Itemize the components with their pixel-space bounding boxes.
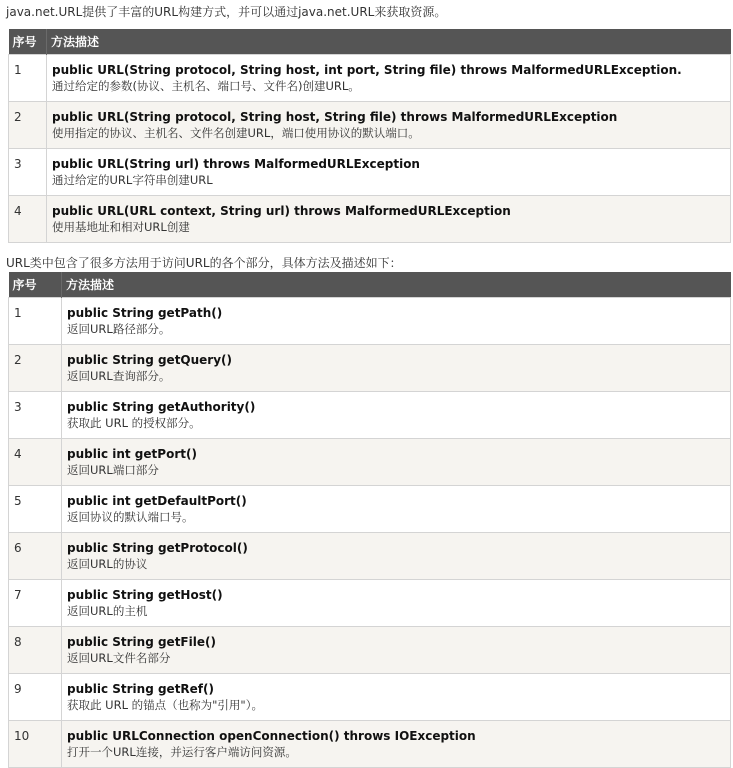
header-description: 方法描述 xyxy=(62,272,731,298)
method-signature: public String getAuthority() xyxy=(67,400,256,414)
methods-intro-text: URL类中包含了很多方法用于访问URL的各个部分，具体方法及描述如下： xyxy=(6,256,402,270)
row-description xyxy=(47,102,731,149)
constructor-table xyxy=(8,29,731,243)
method-signature: public URL(String protocol, String host, int port, String file) throws MalformedURLException. xyxy=(52,63,682,77)
method-description: 返回URL查询部分。 xyxy=(67,369,171,383)
row-description xyxy=(62,533,731,580)
method-signature: public URL(String protocol, String host, String file) throws MalformedURLException xyxy=(52,110,618,124)
row-index: 10 xyxy=(9,721,62,768)
table-header-row xyxy=(9,272,731,298)
method-description: 使用基地址和相对URL创建 xyxy=(52,220,190,234)
row-description xyxy=(47,149,731,196)
intro-text: java.net.URL提供了丰富的URL构建方式，并可以通过java.net.URL来获取资源。 xyxy=(6,5,447,19)
table-row xyxy=(9,298,731,345)
method-description: 通过给定的参数(协议、主机名、端口号、文件名)创建URL。 xyxy=(52,79,360,93)
row-index: 9 xyxy=(9,674,62,721)
row-index: 4 xyxy=(9,196,47,243)
method-description: 获取此 URL 的锚点（也称为"引用"）。 xyxy=(67,698,263,712)
method-description: 打开一个URL连接，并运行客户端访问资源。 xyxy=(67,745,297,759)
method-signature: public String getFile() xyxy=(67,635,216,649)
table-row xyxy=(9,55,731,102)
table-row xyxy=(9,392,731,439)
row-index: 4 xyxy=(9,439,62,486)
row-index: 2 xyxy=(9,345,62,392)
row-description xyxy=(62,627,731,674)
method-signature: public String getPath() xyxy=(67,306,223,320)
row-index: 3 xyxy=(9,392,62,439)
method-description: 返回URL的主机 xyxy=(67,604,148,618)
table-row xyxy=(9,439,731,486)
table-row xyxy=(9,674,731,721)
row-index: 6 xyxy=(9,533,62,580)
method-signature: public int getDefaultPort() xyxy=(67,494,247,508)
method-description: 返回URL的协议 xyxy=(67,557,148,571)
row-description xyxy=(62,674,731,721)
table-header-row xyxy=(9,29,731,55)
row-index: 2 xyxy=(9,102,47,149)
row-description xyxy=(62,439,731,486)
method-description: 通过给定的URL字符串创建URL xyxy=(52,173,213,187)
row-index: 3 xyxy=(9,149,47,196)
table-row xyxy=(9,627,731,674)
row-description xyxy=(62,580,731,627)
method-signature: public String getHost() xyxy=(67,588,223,602)
row-description xyxy=(62,392,731,439)
method-signature: public URL(URL context, String url) throws MalformedURLException xyxy=(52,204,511,218)
row-description xyxy=(47,55,731,102)
table-row xyxy=(9,149,731,196)
table-row xyxy=(9,533,731,580)
method-signature: public int getPort() xyxy=(67,447,197,461)
header-index: 序号 xyxy=(9,272,62,298)
table-row xyxy=(9,486,731,533)
method-description: 返回协议的默认端口号。 xyxy=(67,510,194,524)
method-signature: public String getProtocol() xyxy=(67,541,248,555)
header-description: 方法描述 xyxy=(47,29,731,55)
row-index: 5 xyxy=(9,486,62,533)
method-description: 返回URL路径部分。 xyxy=(67,322,171,336)
method-signature: public URLConnection openConnection() throws IOException xyxy=(67,729,476,743)
method-description: 返回URL端口部分 xyxy=(67,463,159,477)
methods-table xyxy=(8,272,731,768)
method-signature: public String getRef() xyxy=(67,682,214,696)
table-row xyxy=(9,580,731,627)
header-index: 序号 xyxy=(9,29,47,55)
row-index: 1 xyxy=(9,55,47,102)
method-signature: public String getQuery() xyxy=(67,353,233,367)
table-row xyxy=(9,345,731,392)
row-description xyxy=(62,345,731,392)
method-signature: public URL(String url) throws MalformedURLException xyxy=(52,157,420,171)
row-description xyxy=(62,486,731,533)
row-index: 7 xyxy=(9,580,62,627)
row-index: 1 xyxy=(9,298,62,345)
method-description: 返回URL文件名部分 xyxy=(67,651,171,665)
table-row xyxy=(9,721,731,768)
row-index: 8 xyxy=(9,627,62,674)
row-description xyxy=(47,196,731,243)
row-description xyxy=(62,298,731,345)
method-description: 获取此 URL 的授权部分。 xyxy=(67,416,201,430)
table-row xyxy=(9,196,731,243)
table-row xyxy=(9,102,731,149)
method-description: 使用指定的协议、主机名、文件名创建URL，端口使用协议的默认端口。 xyxy=(52,126,420,140)
row-description xyxy=(62,721,731,768)
